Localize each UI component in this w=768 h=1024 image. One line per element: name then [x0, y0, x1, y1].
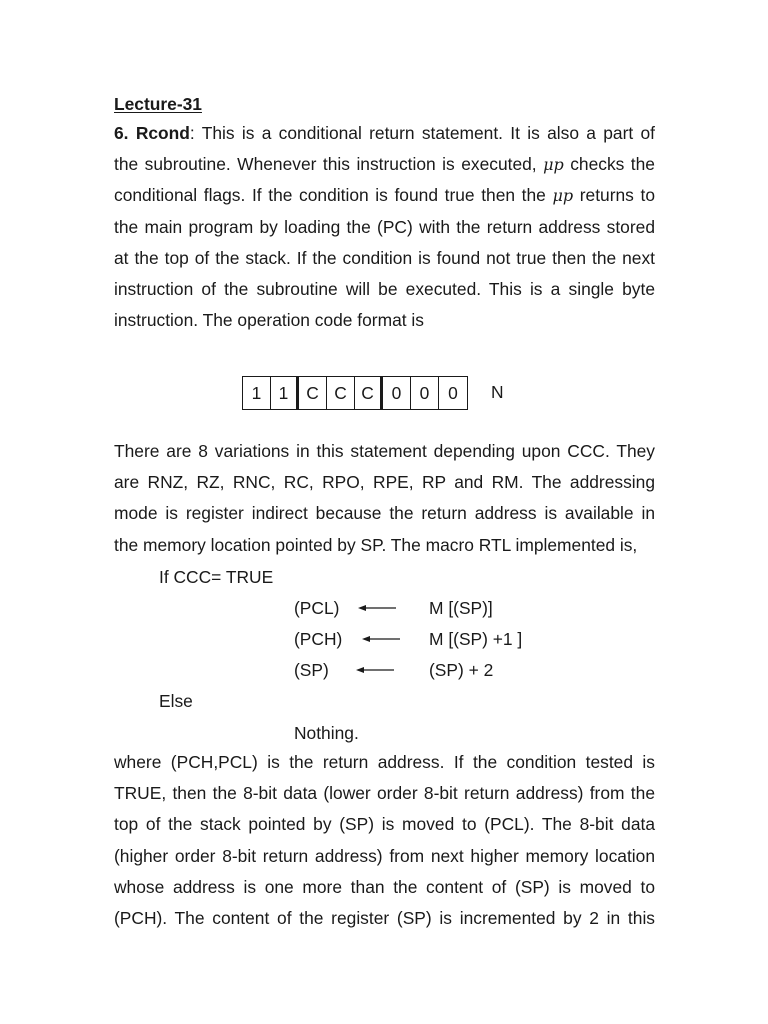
intro-line-4: the main program by loading the (PC) with the return address stored [114, 216, 655, 237]
lecture-heading: Lecture-31 [114, 94, 202, 114]
rtl-dest: (SP) [294, 660, 329, 680]
opcode-bit: C [355, 377, 383, 409]
variations-paragraph [114, 436, 655, 561]
opcode-bit: 1 [243, 377, 271, 409]
intro-line-1: 6. Rcond: This is a conditional return statement. It is also a part of [114, 123, 655, 143]
intro-paragraph [114, 118, 655, 336]
rtl-else-label: Else [159, 691, 193, 711]
opcode-bit: 0 [383, 377, 411, 409]
rtl-dest: (PCH) [294, 629, 343, 649]
rtl-else-action: Nothing. [294, 723, 359, 743]
opcode-byte-tag: N [491, 382, 504, 402]
para2-line-1: There are 8 variations in this statement depending upon CCC. They [114, 441, 655, 461]
left-arrow-icon [358, 603, 398, 613]
intro-line-5: at the top of the stack. If the condition is found not true then the next [114, 247, 655, 268]
opcode-bit: C [327, 377, 355, 409]
para2-line-4: the memory location pointed by SP. The macro RTL implemented is, [114, 534, 638, 555]
para3-line-2: TRUE, then the 8-bit data (lower order 8-bit return address) from the [114, 783, 655, 804]
para3-line-5: whose address is one more than the content of (SP) is moved to [114, 876, 655, 897]
intro-line-3: conditional flags. If the condition is found true then the μp returns to [114, 185, 655, 206]
left-arrow-icon [362, 634, 402, 644]
opcode-format-box [242, 376, 468, 410]
left-arrow-icon [356, 665, 396, 675]
para2-line-3: mode is register indirect because the return address is available in [114, 503, 655, 524]
para3-line-3: top of the stack pointed by (SP) is moved to (PCL). The 8-bit data [114, 814, 655, 835]
rtl-dest: (PCL) [294, 598, 340, 618]
rtl-condition: If CCC= TRUE [159, 567, 274, 587]
mu-symbol: μp [543, 155, 564, 175]
intro-line-7: instruction. The operation code format is [114, 310, 424, 331]
explanation-paragraph [114, 747, 655, 934]
para2-line-2: are RNZ, RZ, RNC, RC, RPO, RPE, RP and RM. The addressing [114, 472, 655, 493]
item-term: Rcond [135, 123, 190, 143]
item-number: 6. [114, 123, 129, 143]
intro-line-2: the subroutine. Whenever this instruction is executed, μp checks the [114, 154, 655, 175]
opcode-bit: 0 [448, 383, 458, 403]
rtl-src: M [(SP) +1 ] [429, 629, 523, 649]
para3-line-6: (PCH). The content of the register (SP) is incremented by 2 in this [114, 907, 655, 928]
mu-symbol: μp [552, 186, 574, 206]
opcode-bit: C [299, 377, 327, 409]
para3-line-4: (higher order 8-bit return address) from next higher memory location [114, 845, 655, 866]
rtl-src: (SP) + 2 [429, 660, 494, 680]
para3-line-1: where (PCH,PCL) is the return address. If the condition tested is [114, 752, 655, 772]
intro-line-6: instruction of the subroutine will be executed. This is a single byte [114, 278, 655, 299]
rtl-src: M [(SP)] [429, 598, 493, 618]
opcode-bit: 0 [411, 377, 439, 409]
opcode-bit: 1 [271, 377, 299, 409]
